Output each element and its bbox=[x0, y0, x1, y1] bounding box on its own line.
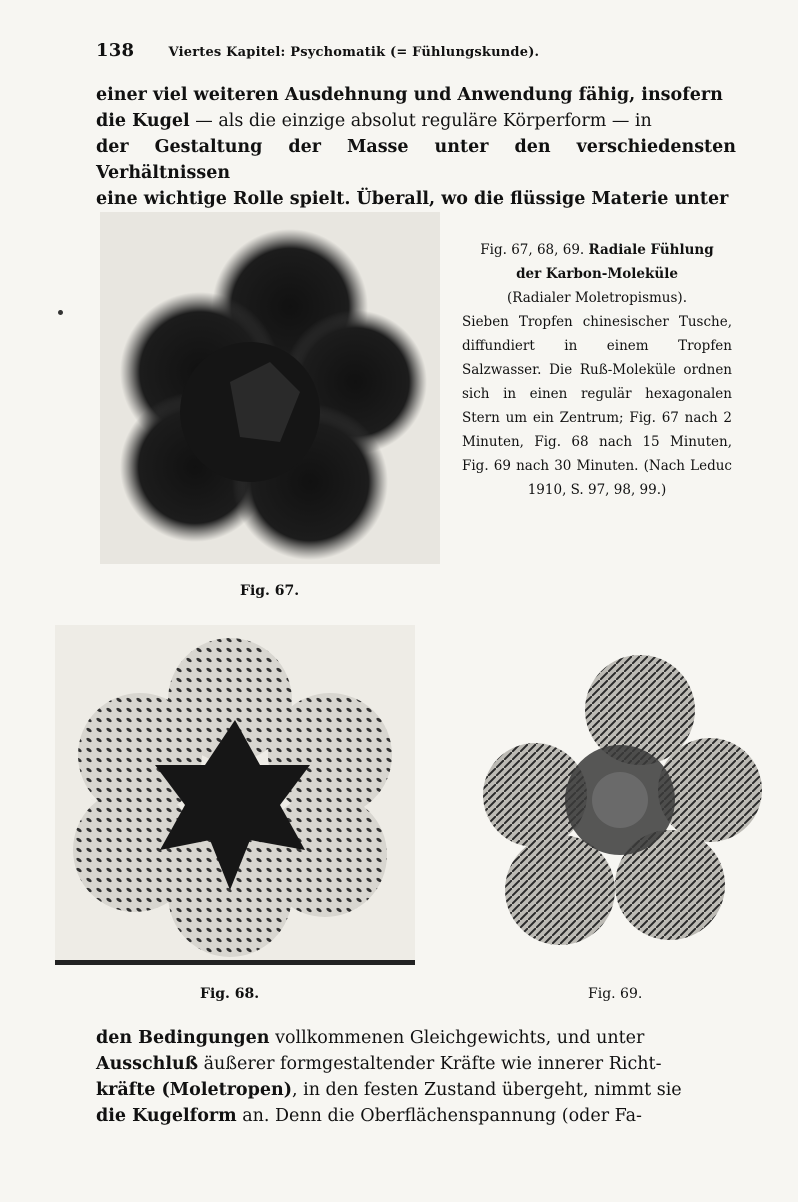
print-speck bbox=[58, 310, 63, 315]
caption-subtitle: (Radialer Moletropismus). bbox=[507, 290, 687, 306]
text-line: einer viel weiteren Ausdehnung und Anwendung fähig, insofern bbox=[96, 85, 723, 105]
fig69-drawing bbox=[480, 640, 770, 960]
text-line: die Kugelform an. Denn die Oberflächenspannung (oder Fa- bbox=[96, 1106, 642, 1126]
fig69-label: Fig. 69. bbox=[588, 986, 643, 1002]
fig67-label: Fig. 67. bbox=[240, 583, 300, 599]
figure-68-image bbox=[55, 625, 415, 965]
text-line: kräfte (Moletropen), in den festen Zustand übergeht, nimmt sie bbox=[96, 1080, 682, 1100]
caption-title-line: Fig. 67, 68, 69. Radiale Fühlung bbox=[480, 242, 714, 258]
text-line: eine wichtige Rolle spielt. Überall, wo die flüssige Materie unter bbox=[96, 189, 729, 209]
text-line: die Kugel — als die einzige absolut reguläre Körperform — in bbox=[96, 111, 652, 131]
fig67-drawing bbox=[100, 212, 440, 564]
text-line: Ausschluß äußerer formgestaltender Kräfte wie innerer Richt- bbox=[96, 1054, 662, 1074]
text-line: den Bedingungen vollkommenen Gleichgewichts, und unter bbox=[96, 1028, 645, 1048]
text-line: der Gestaltung der Masse unter den verschiedensten Verhältnissen bbox=[96, 137, 736, 183]
paragraph-bottom bbox=[96, 1025, 736, 1129]
figure-69-image bbox=[480, 640, 770, 960]
page-header bbox=[96, 40, 726, 61]
fig68-label: Fig. 68. bbox=[200, 986, 260, 1002]
figure-67-image bbox=[100, 212, 440, 564]
caption-body: Sieben Tropfen chinesischer Tusche, diffundiert in einem Tropfen Salzwasser. Die Ruß-Moleküle ordnen sich in einen regulär hexagonalen Stern um ein Zentrum; Fig. 67 nach 2 Minuten, Fig. 68 nach 15 Minuten, Fig. 69 nach 30 Minuten. (Nach Leduc 1910, S. 97, 98, 99.) bbox=[462, 314, 732, 498]
running-head: Viertes Kapitel: Psychomatik (= Fühlungskunde). bbox=[168, 45, 540, 60]
figure-caption bbox=[462, 238, 732, 502]
paragraph-top bbox=[96, 82, 736, 212]
page-number: 138 bbox=[96, 40, 135, 61]
caption-title-line-2: der Karbon-Moleküle bbox=[516, 266, 678, 282]
fig68-drawing bbox=[55, 625, 415, 965]
